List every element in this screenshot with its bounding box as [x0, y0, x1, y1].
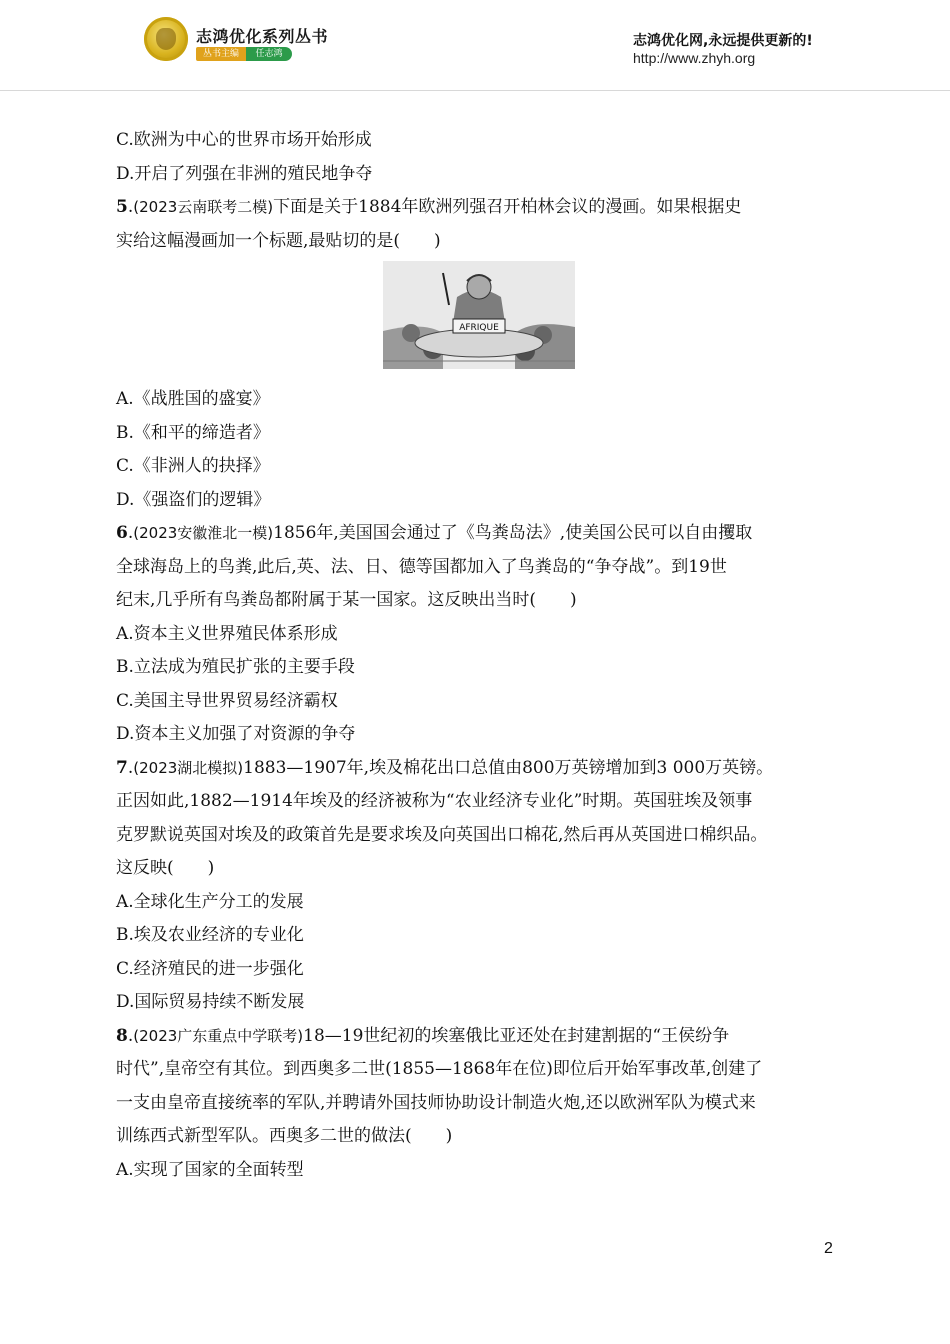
question-source: (2023湖北模拟) — [133, 758, 244, 777]
header-url[interactable]: http://www.zhyh.org — [633, 50, 756, 66]
question-stem-line: 实给这幅漫画加一个标题,最贴切的是( ) — [116, 230, 441, 251]
question-stem-line: 5.(2023云南联考二模)下面是关于1884年欧洲列强召开柏林会议的漫画。如果根据史 — [116, 197, 742, 217]
editor-tag — [196, 47, 292, 61]
option-line: D.国际贸易持续不断发展 — [116, 992, 305, 1012]
question-stem-line: 这反映( ) — [116, 858, 215, 878]
option-line: B.埃及农业经济的专业化 — [116, 925, 304, 945]
option-line: A.资本主义世界殖民体系形成 — [116, 623, 338, 644]
question-stem-line: 全球海岛上的鸟粪,此后,英、法、日、德等国都加入了鸟粪岛的“争夺战”。到19世 — [116, 556, 727, 577]
question-stem-text: 18—19世纪初的埃塞俄比亚还处在封建割据的“王侯纷争 — [303, 1025, 730, 1046]
question-stem-text: 1883—1907年,埃及棉花出口总值由800万英镑增加到3 000万英镑。 — [243, 757, 774, 778]
question-stem-line: 6.(2023安徽淮北一模)1856年,美国国会通过了《鸟粪岛法》,使美国公民可以自由攫取 — [116, 523, 753, 543]
question-stem-line: 克罗默说英国对埃及的政策首先是要求埃及向英国出口棉花,然后再从英国进口棉织品。 — [116, 824, 768, 845]
cartoon-figure — [116, 261, 841, 373]
question-stem-line: 7.(2023湖北模拟)1883—1907年,埃及棉花出口总值由800万英镑增加到3 000万英镑。 — [116, 757, 774, 778]
series-title: 志鸿优化系列丛书 — [196, 27, 329, 46]
question-number: 6 — [116, 523, 128, 543]
question-stem-text: 1856年,美国国会通过了《鸟粪岛法》,使美国公民可以自由攫取 — [273, 523, 753, 543]
editor-label: 丛书主编 — [196, 47, 246, 61]
question-source: (2023广东重点中学联考) — [133, 1026, 304, 1045]
option-line: D.《强盗们的逻辑》 — [116, 489, 271, 510]
berlin-conference-cartoon-icon — [383, 261, 575, 369]
option-line: B.立法成为殖民扩张的主要手段 — [116, 657, 355, 677]
question-stem-line: 时代”,皇帝空有其位。到西奥多二世(1855—1868年在位)即位后开始军事改革,创建了 — [116, 1059, 763, 1079]
option-line: C.经济殖民的进一步强化 — [116, 958, 304, 979]
question-source: (2023云南联考二模) — [133, 198, 274, 216]
option-line: B.《和平的缔造者》 — [116, 422, 270, 443]
option-line: D.开启了列强在非洲的殖民地争夺 — [116, 163, 373, 184]
option-line: A.实现了国家的全面转型 — [116, 1159, 304, 1180]
question-number: 8 — [116, 1025, 128, 1046]
option-line: C.欧洲为中心的世界市场开始形成 — [116, 130, 372, 150]
question-number: 5 — [116, 197, 128, 217]
question-stem-text: 下面是关于1884年欧洲列强召开柏林会议的漫画。如果根据史 — [273, 197, 742, 217]
series-logo-icon — [144, 17, 188, 61]
question-stem-line: 8.(2023广东重点中学联考)18—19世纪初的埃塞俄比亚还处在封建割据的“王侯纷争 — [116, 1025, 730, 1046]
question-number: 7 — [116, 757, 128, 778]
question-stem-line: 一支由皇帝直接统率的军队,并聘请外国技师协助设计制造火炮,还以欧洲军队为模式来 — [116, 1092, 756, 1113]
header-slogan: 志鸿优化网,永远提供更新的! — [633, 33, 813, 49]
question-stem-line: 纪末,几乎所有鸟粪岛都附属于某一国家。这反映出当时( ) — [116, 590, 577, 610]
header-divider — [0, 90, 950, 91]
option-line: A.《战胜国的盛宴》 — [116, 389, 270, 409]
question-source: (2023安徽淮北一模) — [133, 524, 274, 542]
page-number: 2 — [824, 1240, 833, 1257]
page-header — [0, 0, 950, 92]
option-line: C.美国主导世界贸易经济霸权 — [116, 690, 338, 711]
option-line: C.《非洲人的抉择》 — [116, 456, 270, 476]
option-line: D.资本主义加强了对资源的争夺 — [116, 724, 356, 744]
editor-name: 任志鸿 — [246, 47, 292, 61]
question-content — [116, 124, 841, 1187]
question-stem-line: 正因如此,1882—1914年埃及的经济被称为“农业经济专业化”时期。英国驻埃及领事 — [116, 791, 753, 811]
question-stem-line: 训练西式新型军队。西奥多二世的做法( ) — [116, 1126, 453, 1146]
cartoon-label: AFRIQUE — [458, 323, 499, 333]
option-line: A.全球化生产分工的发展 — [116, 891, 304, 912]
